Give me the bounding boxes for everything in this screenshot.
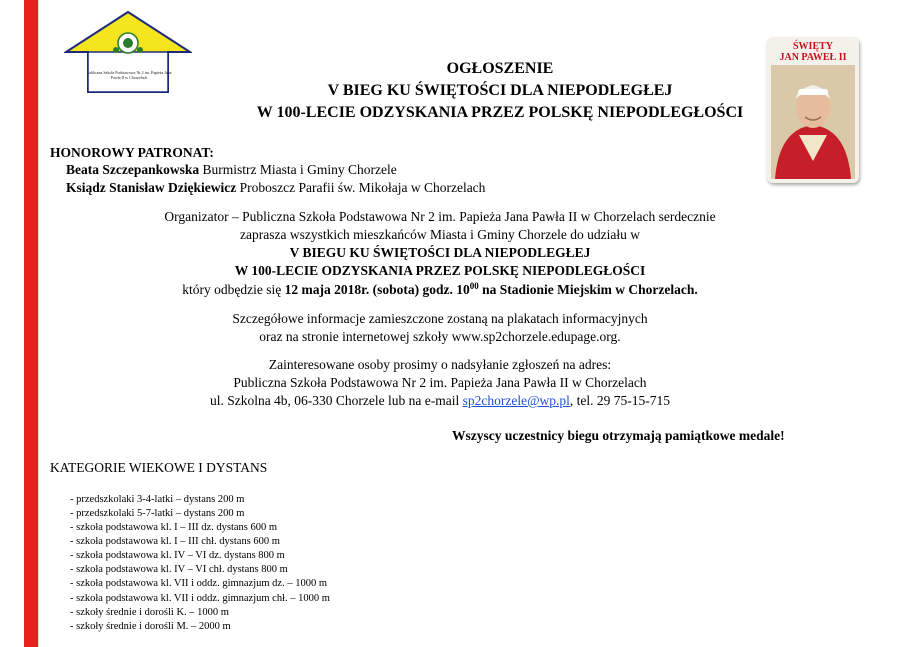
pope-card-image xyxy=(767,37,859,183)
list-item: - szkoła podstawowa kl. VII i oddz. gimnazjum dz. – 1000 m xyxy=(70,578,328,589)
date-mid: (sobota) godz. xyxy=(369,282,457,297)
event-occasion-line: W 100-LECIE ODZYSKANIA PRZEZ POLSKĘ NIEPODLEGŁOŚCI xyxy=(234,263,646,278)
list-item: - szkoła podstawowa kl. IV – VI dz. dystans 800 m xyxy=(70,550,285,561)
event-time-min: 00 xyxy=(469,281,479,291)
contact-line-1: Zainteresowane osoby prosimy o nadsyłanie zgłoszeń na adres: xyxy=(268,357,612,372)
page-margin xyxy=(0,0,24,647)
contact-line-2: Publiczna Szkoła Podstawowa Nr 2 im. Papieża Jana Pawła II w Chorzelach xyxy=(233,375,647,390)
event-venue: na Stadionie Miejskim w Chorzelach. xyxy=(478,282,698,297)
school-logo xyxy=(64,10,192,94)
pope-card-title-line1: ŚWIĘTY xyxy=(792,41,833,52)
list-item: - szkoły średnie i dorośli M. – 2000 m xyxy=(70,621,231,632)
patron-2-role: Proboszcz Parafii św. Mikołaja w Chorzelach xyxy=(236,180,486,195)
pope-card-title-line2: JAN PAWEŁ II xyxy=(779,52,847,63)
date-pre: który odbędzie się xyxy=(182,282,285,297)
contact-line-3 xyxy=(120,393,760,409)
medals-note: Wszyscy uczestnicy biegu otrzymają pamiątkowe medale! xyxy=(452,428,785,443)
event-subtitle: W 100-LECIE ODZYSKANIA PRZEZ POLSKĘ NIEPODLEGŁOŚCI xyxy=(256,104,744,121)
page-edge-line xyxy=(38,0,39,647)
list-item: - szkoła podstawowa kl. I – III chł. dystans 600 m xyxy=(70,536,280,547)
pope-card-title xyxy=(767,41,859,63)
list-item: - szkoła podstawowa kl. IV – VI chł. dystans 800 m xyxy=(70,564,288,575)
list-item: - przedszkolaki 3-4-latki – dystans 200 m xyxy=(70,494,245,505)
event-date: 12 maja 2018r. xyxy=(284,282,370,297)
list-item: - przedszkolaki 5-7-latki – dystans 200 m xyxy=(70,508,245,519)
event-date-line xyxy=(120,282,760,298)
event-time-hour: 10 xyxy=(456,282,470,297)
event-name-line: V BIEGU KU ŚWIĘTOŚCI DLA NIEPODLEGŁEJ xyxy=(289,245,591,260)
patron-1-name: Beata Szczepankowska xyxy=(66,162,200,177)
logo-text: Publiczna Szkoła Podstawowa Nr 2 im. Papieża Jana Pawła II w Chorzelach xyxy=(86,70,172,80)
invitation-line: zaprasza wszystkich mieszkańców Miasta i Gminy Chorzele do udziału w xyxy=(239,227,640,242)
announcement-title: OGŁOSZENIE xyxy=(446,60,554,77)
info-line-1: Szczegółowe informacje zamieszczone zostaną na plakatach informacyjnych xyxy=(232,311,648,326)
pope-portrait-icon xyxy=(771,65,855,179)
info-line-2: oraz na stronie internetowej szkoły www.sp2chorzele.edupage.org. xyxy=(259,329,621,344)
patron-2-name: Ksiądz Stanisław Dziękiewicz xyxy=(66,180,237,195)
phone: , tel. 29 75-15-715 xyxy=(569,393,671,408)
patron-1 xyxy=(66,162,397,178)
patron-1-role: Burmistrz Miasta i Gminy Chorzele xyxy=(199,162,397,177)
list-item: - szkoła podstawowa kl. VII i oddz. gimnazjum chł. – 1000 m xyxy=(70,593,330,604)
event-title: V BIEG KU ŚWIĘTOŚCI DLA NIEPODLEGŁEJ xyxy=(327,82,673,99)
organizer-line: Organizator – Publiczna Szkoła Podstawowa Nr 2 im. Papieża Jana Pawła II w Chorzelach serdecznie xyxy=(164,209,716,224)
patronage-heading: HONOROWY PATRONAT: xyxy=(50,145,214,160)
red-side-bar xyxy=(24,0,38,647)
list-item: - szkoły średnie i dorośli K. – 1000 m xyxy=(70,607,229,618)
categories-heading: KATEGORIE WIEKOWE I DYSTANS xyxy=(50,460,268,475)
email-link[interactable]: sp2chorzele@wp.pl xyxy=(462,393,570,408)
patron-2 xyxy=(66,180,485,196)
list-item: - szkoła podstawowa kl. I – III dz. dystans 600 m xyxy=(70,522,278,533)
address: ul. Szkolna 4b, 06-330 Chorzele lub na e-mail xyxy=(209,393,463,408)
